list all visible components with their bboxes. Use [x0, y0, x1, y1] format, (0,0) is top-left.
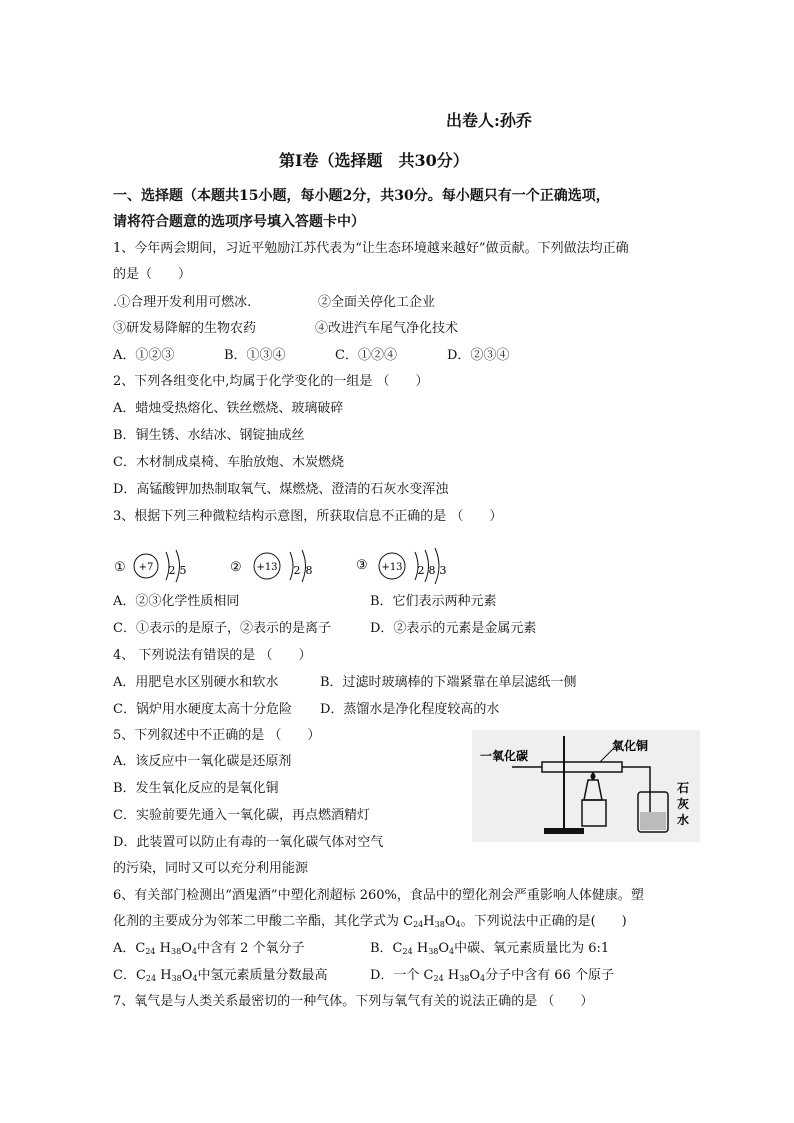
label-carbon-monoxide: 一氧化碳: [480, 749, 529, 763]
particle-2-shell-1-count: 2: [293, 564, 301, 577]
particle-3-charge: +13: [381, 562, 403, 573]
q6-stem-line1: 6、有关部门检测出“酒鬼酒”中塑化剂超标 260%，食品中的塑化剂会严重影响人体健康。塑: [113, 888, 644, 903]
q1-stem-line1: 1、今年两会期间，习近平勉励江苏代表为“让生态环境越来越好”做贡献。下列做法均正确: [113, 241, 629, 256]
section-heading-line2: 请将符合题意的选项序号填入答题卡中）: [113, 214, 365, 230]
particle-2-label: ②: [230, 560, 242, 575]
q2-option-b: B．铜生锈、水结冰、钢锭抽成丝: [113, 428, 305, 443]
q6-option-b: B．$C_{24}$ $H_{38}O_4$中碳、氧元素质量比为 6:1: [370, 941, 610, 956]
co-reduction-apparatus-figure: [472, 730, 700, 842]
particle-3-shell-2-count: 8: [428, 564, 436, 577]
q5-option-a: A．该反应中一氧化碳是还原剂: [113, 754, 292, 769]
q5-option-c: C．实验前要先通入一氧化碳，再点燃酒精灯: [113, 808, 370, 823]
particle-1-shell-2-count: 5: [179, 564, 187, 577]
particle-2-shell-2-count: 8: [305, 564, 313, 577]
q1-option-c: C．①②④: [335, 348, 397, 363]
particle-2-diagram: [230, 550, 313, 582]
particle-3-shell-3-arc: [435, 548, 439, 584]
label-limewater-2: 灰: [677, 797, 690, 811]
q1-item-4: ④改进汽车尾气净化技术: [315, 321, 459, 336]
atomic-structure-diagram: [108, 540, 468, 592]
particle-3-label: ③: [356, 558, 368, 573]
q1-stem-line2: 的是（ ）: [113, 267, 192, 282]
q3-option-d: D．②表示的元素是金属元素: [370, 621, 537, 636]
q3-option-c: C．①表示的是原子，②表示的是离子: [113, 621, 331, 636]
q4-stem: 4、 下列说法有错误的是 （ ）: [113, 648, 312, 663]
q1-option-d: D．②③④: [447, 348, 510, 363]
q5-option-d-line1: D．此装置可以防止有毒的一氧化碳气体对空气: [113, 835, 384, 850]
particle-3-shell-3-count: 3: [439, 564, 447, 577]
q5-stem: 5、下列叙述中不正确的是 （ ）: [113, 728, 321, 743]
stand-base: [544, 828, 584, 834]
part-title: 第Ⅰ卷（选择题 共30分）: [279, 151, 469, 170]
q6-option-a: A．$C_{24}$ $H_{38}O_4$中含有 2 个氧分子: [113, 941, 305, 956]
q1-option-a: A．①②③: [113, 348, 175, 363]
label-copper-oxide: 氧化铜: [612, 739, 649, 753]
q3-option-a: A．②③化学性质相同: [113, 594, 240, 609]
author-line: 出卷人:孙乔: [446, 111, 532, 130]
q1-option-b: B．①③④: [224, 348, 286, 363]
q6-option-d: D．一个 $C_{24}$ $H_{38}O_4$分子中含有 66 个原子: [370, 968, 614, 983]
q7-stem: 7、氧气是与人类关系最密切的一种气体。下列与氧气有关的说法正确的是 （ ）: [113, 994, 594, 1009]
q2-option-a: A．蜡烛受热熔化、铁丝燃烧、玻璃破碎: [113, 401, 344, 416]
particle-1-diagram: [114, 550, 187, 582]
q4-option-d: D．蒸馏水是净化程度较高的水: [320, 702, 500, 717]
particle-3-shell-1-count: 2: [417, 564, 425, 577]
q5-option-b: B．发生氧化反应的是氧化铜: [113, 781, 279, 796]
particle-1-charge: +7: [138, 562, 154, 573]
q6-stem-line2: 化剂的主要成分为邻苯二甲酸二辛酯，其化学式为 $C_{24}H_{38}O_4$。下列说法中正确的是( ): [113, 914, 627, 929]
q4-option-b: B．过滤时玻璃棒的下端紧靠在单层滤纸一侧: [320, 675, 577, 690]
q2-option-c: C．木材制成桌椅、车胎放炮、木炭燃烧: [113, 455, 344, 470]
q6-option-c: C．$C_{24}$ $H_{38}O_4$中氢元素质量分数最高: [113, 968, 328, 983]
q2-stem: 2、下列各组变化中,均属于化学变化的一组是 （ ）: [113, 374, 429, 389]
q1-item-1: .①合理开发利用可燃冰.: [113, 295, 252, 310]
particle-1-label: ①: [114, 560, 126, 575]
q3-option-b: B．它们表示两种元素: [370, 594, 497, 609]
q2-option-d: D．高锰酸钾加热制取氧气、煤燃烧、澄清的石灰水变浑浊: [113, 482, 449, 497]
section-heading-line1: 一、选择题（本题共15小题，每小题2分，共30分。每小题只有一个正确选项，: [113, 188, 610, 204]
q5-option-d-line2: 的污染，同时又可以充分利用能源: [113, 861, 309, 876]
limewater-liquid: [640, 812, 666, 830]
q3-stem: 3、根据下列三种微粒结构示意图，所获取信息不正确的是 （ ）: [113, 509, 503, 524]
particle-1-shell-1-count: 2: [168, 564, 176, 577]
label-limewater-3: 水: [677, 813, 690, 827]
label-limewater-1: 石: [677, 781, 690, 795]
q4-option-a: A．用肥皂水区别硬水和软水: [113, 675, 279, 690]
q1-item-2: ②全面关停化工企业: [318, 295, 436, 310]
q1-item-3: ③研发易降解的生物农药: [113, 321, 257, 336]
particle-3-diagram: [356, 548, 447, 584]
particle-2-charge: +13: [256, 562, 278, 573]
q4-option-c: C．锅炉用水硬度太高十分危险: [113, 702, 292, 717]
